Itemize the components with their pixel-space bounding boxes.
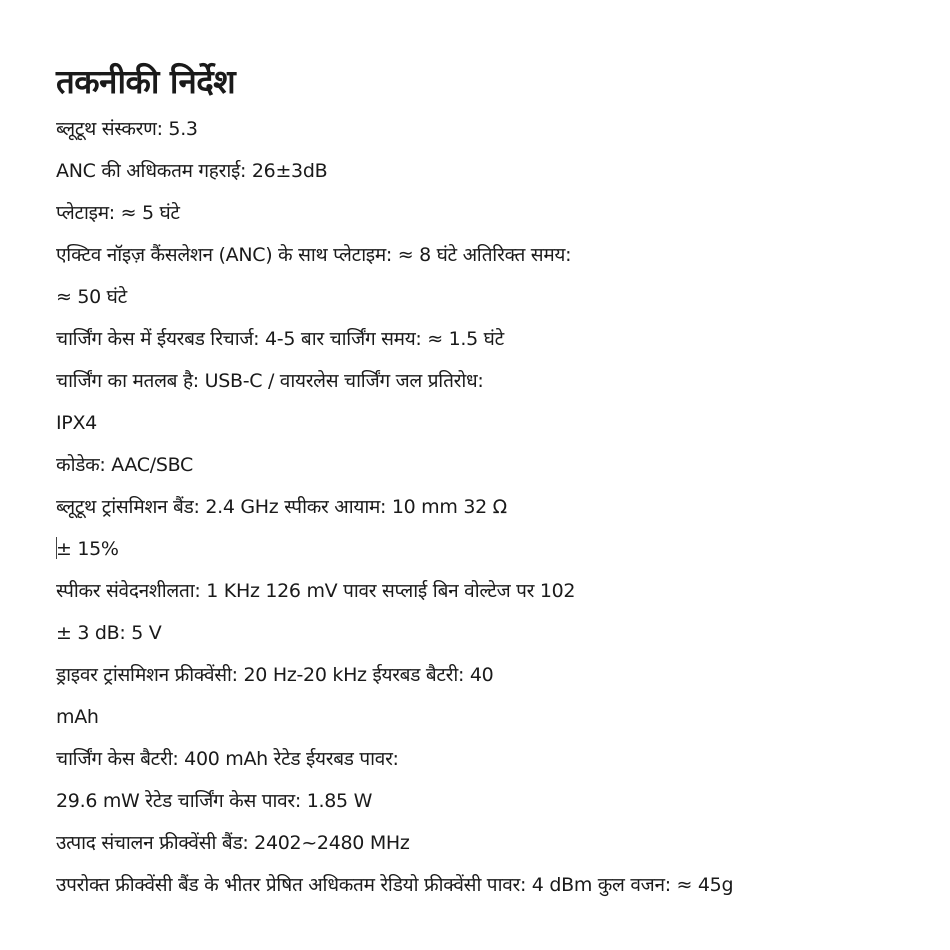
spec-line-impedance-tolerance-text: ± 15% (56, 538, 119, 560)
spec-line-water-resistance: IPX4 (56, 412, 97, 434)
spec-line-charging-method: चार्जिंग का मतलब है: USB-C / वायरलेस चार्जिंग जल प्रतिरोध: (56, 370, 484, 392)
spec-line-impedance-tolerance (56, 528, 916, 570)
page-title: तकनीकी निर्देश (56, 62, 236, 101)
spec-line-driver-frequency: ड्राइवर ट्रांसमिशन फ्रीक्वेंसी: 20 Hz-20 kHz ईयरबड बैटरी: 40 (56, 664, 494, 686)
spec-line-power: 29.6 mW रेटेड चार्जिंग केस पावर: 1.85 W (56, 790, 373, 812)
spec-line-extra-time: ≈ 50 घंटे (56, 286, 127, 308)
spec-line-battery-unit: mAh (56, 706, 99, 728)
spec-line-anc-depth: ANC की अधिकतम गहराई: 26±3dB (56, 160, 328, 182)
spec-document (56, 60, 916, 906)
spec-line-operating-band: उत्पाद संचालन फ्रीक्वेंसी बैंड: 2402~2480 MHz (56, 832, 410, 854)
spec-line-sensitivity-tolerance: ± 3 dB: 5 V (56, 622, 162, 644)
spec-line-recharge: चार्जिंग केस में ईयरबड रिचार्ज: 4-5 बार चार्जिंग समय: ≈ 1.5 घंटे (56, 328, 504, 350)
spec-line-case-battery: चार्जिंग केस बैटरी: 400 mAh रेटेड ईयरबड पावर: (56, 748, 399, 770)
spec-line-bluetooth-version: ब्लूटूथ संस्करण: 5.3 (56, 118, 198, 140)
spec-line-anc-playtime: एक्टिव नॉइज़ कैंसलेशन (ANC) के साथ प्लेटाइम: ≈ 8 घंटे अतिरिक्त समय: (56, 244, 572, 266)
spec-line-sensitivity: स्पीकर संवेदनशीलता: 1 KHz 126 mV पावर सप्लाई बिन वोल्टेज पर 102 (56, 580, 576, 602)
spec-line-rf-power-weight: उपरोक्त फ्रीक्वेंसी बैंड के भीतर प्रेषित अधिकतम रेडियो फ्रीक्वेंसी पावर: 4 dBm कुल वजन: ≈ 45g (56, 874, 734, 896)
spec-line-codec: कोडेक: AAC/SBC (56, 454, 193, 476)
spec-line-playtime: प्लेटाइम: ≈ 5 घंटे (56, 202, 180, 224)
spec-line-transmission-band: ब्लूटूथ ट्रांसमिशन बैंड: 2.4 GHz स्पीकर आयाम: 10 mm 32 Ω (56, 496, 507, 518)
